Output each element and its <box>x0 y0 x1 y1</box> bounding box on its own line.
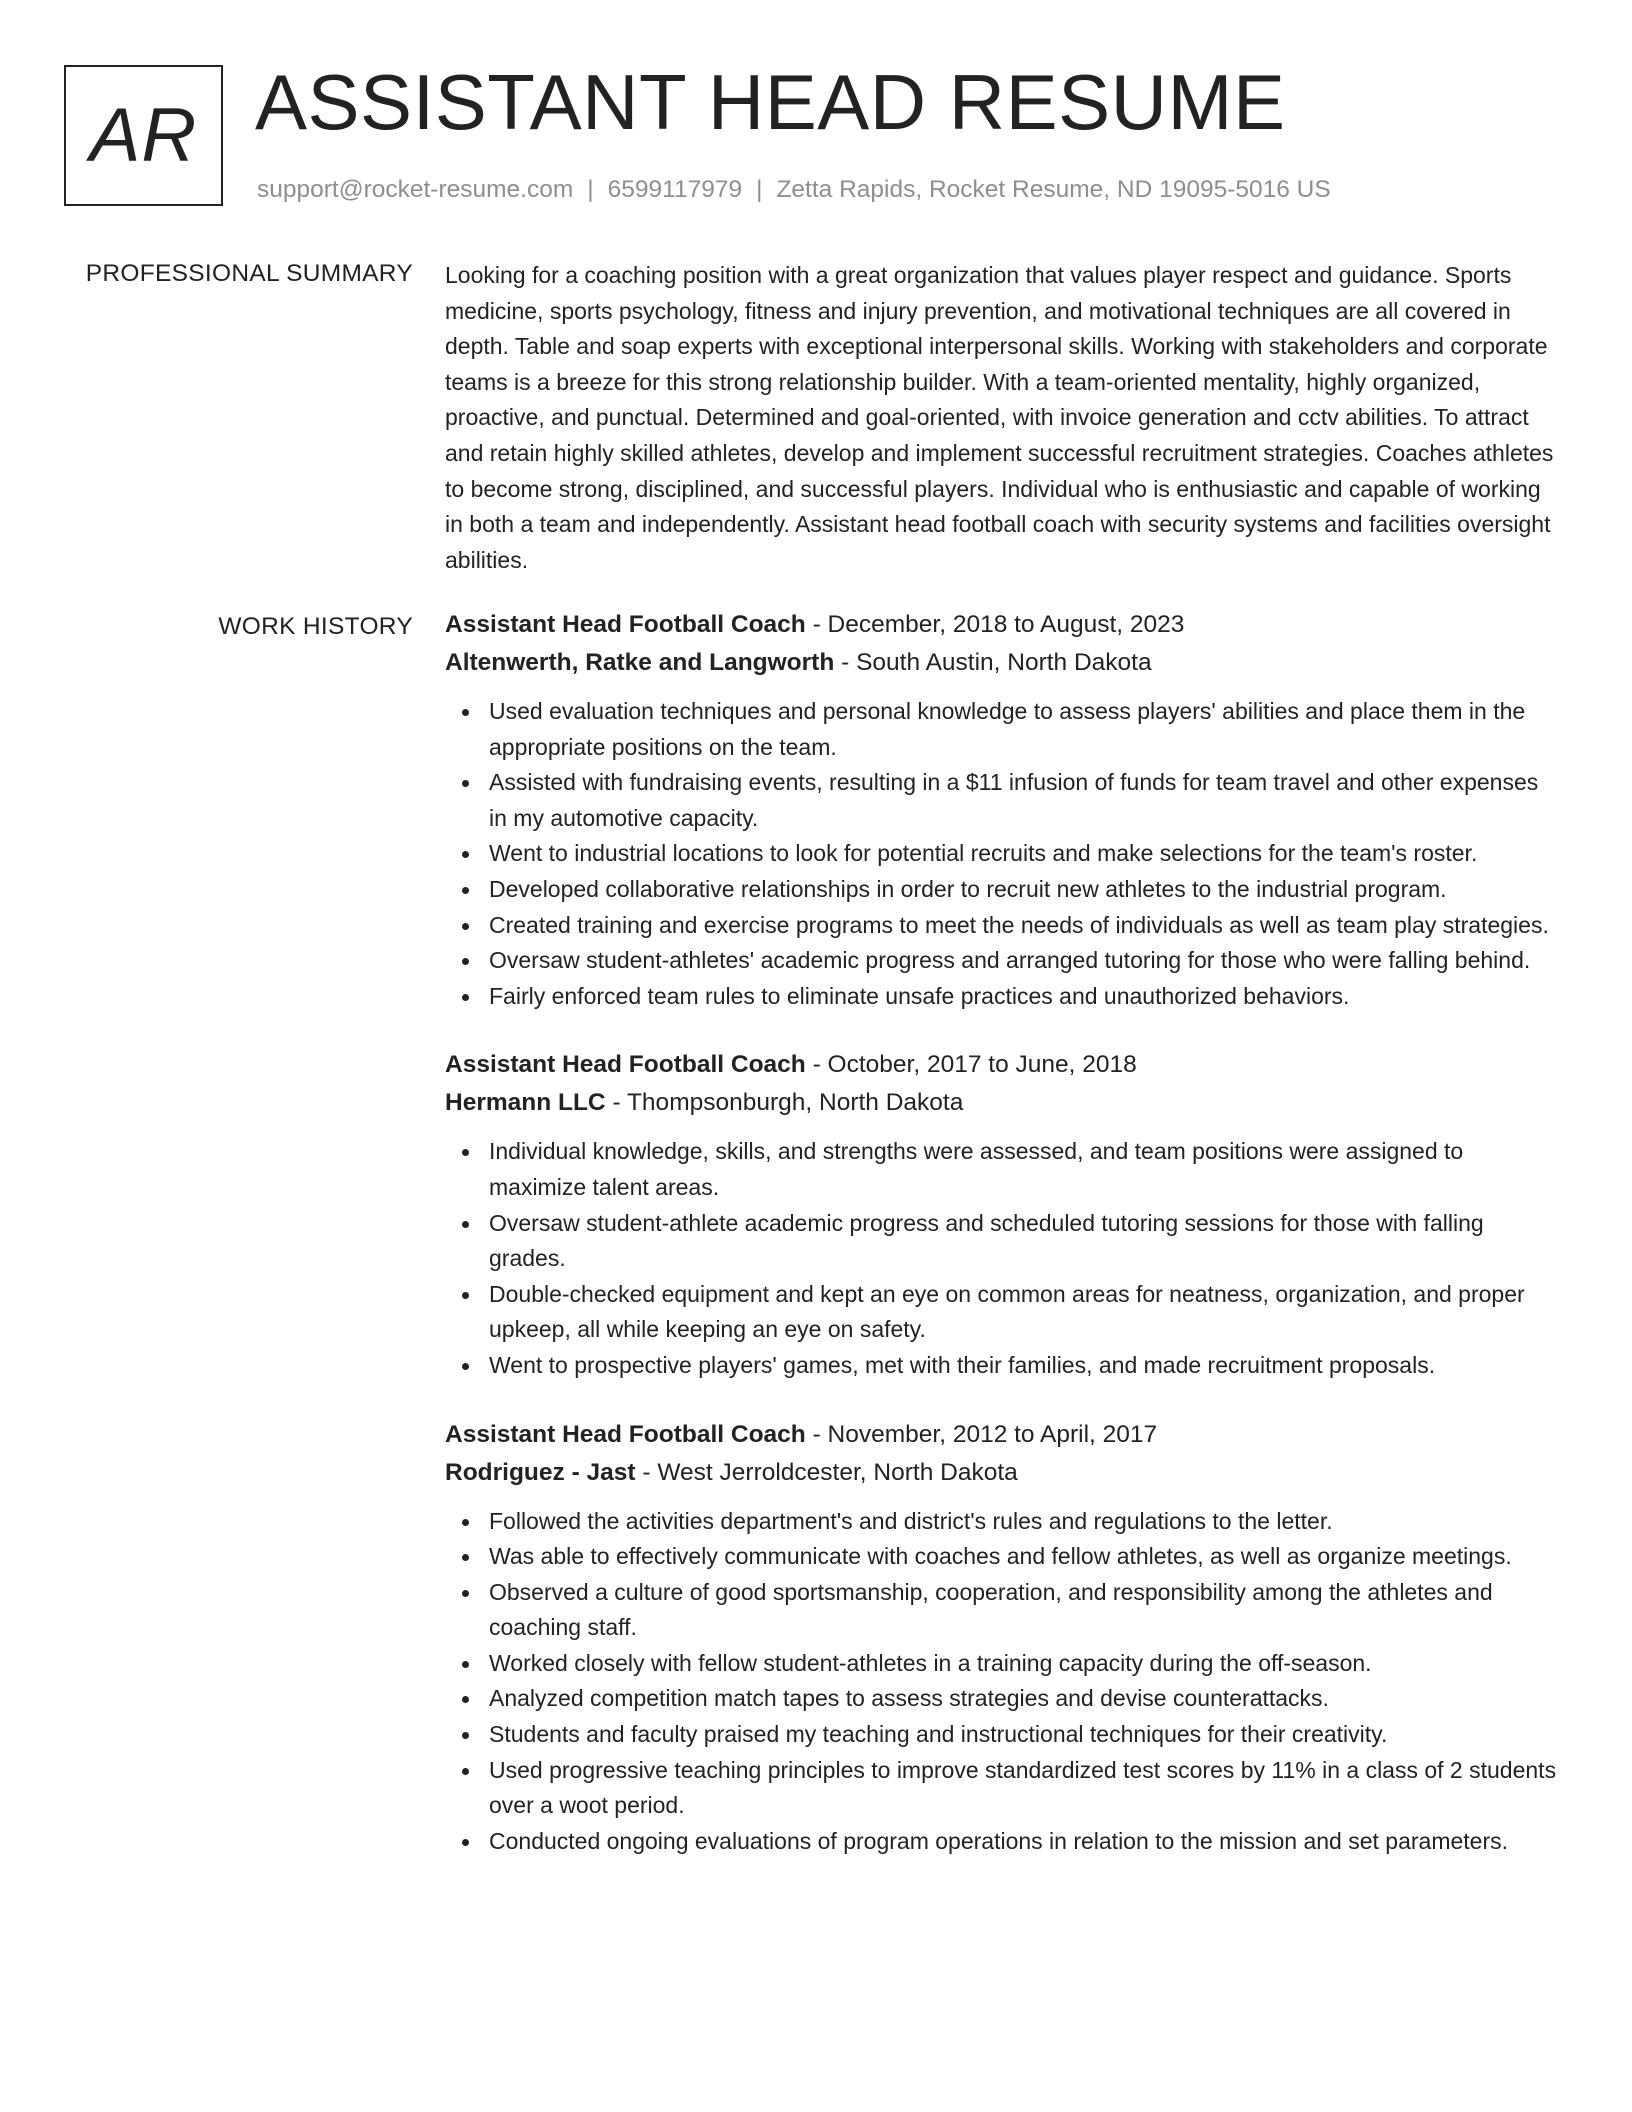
job-company-line <box>445 644 1560 682</box>
job-title-line <box>445 606 1560 644</box>
contact-line <box>257 175 1331 205</box>
job-bullet: Used progressive teaching principles to improve standardized test scores by 11% in a class of 2 students over a woot period. <box>489 1753 1560 1824</box>
job-dates: - October, 2017 to June, 2018 <box>805 1051 1137 1079</box>
contact-separator: | <box>756 176 763 203</box>
job-bullet-list <box>445 1134 1560 1383</box>
job-location: - West Jerroldcester, North Dakota <box>635 1458 1018 1486</box>
section-label-work-history: WORK HISTORY <box>218 613 413 640</box>
job-bullet: Used evaluation techniques and personal knowledge to assess players' abilities and place them in the appropriate positions on the team. <box>489 694 1560 765</box>
contact-address: Zetta Rapids, Rocket Resume, ND 19095-5016 US <box>776 176 1331 203</box>
job-entry <box>445 1416 1560 1860</box>
job-bullet: Double-checked equipment and kept an eye on common areas for neatness, organization, and proper upkeep, all while keeping an eye on safety. <box>489 1277 1560 1348</box>
work-history-section <box>445 606 1560 1891</box>
summary-text: Looking for a coaching position with a great organization that values player respect and guidance. Sports medicine, sports psychology, fitness and injury prevention, and motivational techniques are all covered in depth. Table and soap experts with exceptional interpersonal skills. Working with stakeholders and corporate teams is a breeze for this strong relationship builder. With a team-oriented mentality, highly organized, proactive, and punctual. Determined and goal-oriented, with invoice generation and cctv abilities. To attract and retain highly skilled athletes, develop and implement successful recruitment strategies. Coaches athletes to become strong, disciplined, and successful players. Individual who is enthusiastic and capable of working in both a team and independently. Assistant head football coach with security systems and facilities oversight abilities. <box>445 262 1554 573</box>
section-label-professional-summary: PROFESSIONAL SUMMARY <box>85 260 413 287</box>
job-bullet: Worked closely with fellow student-athletes in a training capacity during the off-season. <box>489 1646 1560 1682</box>
monogram-badge <box>64 65 223 206</box>
job-company-line <box>445 1454 1560 1492</box>
resume-title: ASSISTANT HEAD RESUME <box>255 58 1286 146</box>
job-bullet-list <box>445 694 1560 1014</box>
contact-email[interactable]: support@rocket-resume.com <box>257 176 574 203</box>
job-bullet: Followed the activities department's and district's rules and regulations to the letter. <box>489 1504 1560 1540</box>
job-dates: - December, 2018 to August, 2023 <box>805 611 1185 638</box>
job-company: Rodriguez - Jast <box>445 1458 636 1486</box>
job-title: Assistant Head Football Coach <box>445 1051 806 1079</box>
job-bullet: Was able to effectively communicate with coaches and fellow athletes, as well as organize meetings. <box>489 1539 1560 1575</box>
job-bullet: Created training and exercise programs to meet the needs of individuals as well as team play strategies. <box>489 908 1560 944</box>
job-company: Hermann LLC <box>445 1089 606 1117</box>
professional-summary-section <box>445 258 1560 578</box>
job-bullet: Conducted ongoing evaluations of program operations in relation to the mission and set parameters. <box>489 1824 1560 1860</box>
job-title-line <box>445 1416 1560 1454</box>
contact-separator: | <box>587 176 594 203</box>
job-bullet: Went to prospective players' games, met with their families, and made recruitment proposals. <box>489 1348 1560 1384</box>
job-bullet: Students and faculty praised my teaching and instructional techniques for their creativity. <box>489 1717 1560 1753</box>
job-title: Assistant Head Football Coach <box>445 1420 806 1448</box>
job-bullet: Individual knowledge, skills, and strengths were assessed, and team positions were assigned to maximize talent areas. <box>489 1134 1560 1205</box>
job-bullet: Analyzed competition match tapes to assess strategies and devise counterattacks. <box>489 1681 1560 1717</box>
contact-phone[interactable]: 6599117979 <box>607 176 743 203</box>
job-location: - Thompsonburgh, North Dakota <box>605 1089 964 1117</box>
job-location: - South Austin, North Dakota <box>834 649 1152 676</box>
job-bullet: Assisted with fundraising events, resulting in a $11 infusion of funds for team travel and other expenses in my automotive capacity. <box>489 765 1560 836</box>
job-bullet: Observed a culture of good sportsmanship, cooperation, and responsibility among the athletes and coaching staff. <box>489 1575 1560 1646</box>
job-bullet: Fairly enforced team rules to eliminate unsafe practices and unauthorized behaviors. <box>489 979 1560 1015</box>
job-company-line <box>445 1084 1560 1122</box>
job-dates: - November, 2012 to April, 2017 <box>805 1420 1158 1448</box>
job-bullet: Oversaw student-athlete academic progress and scheduled tutoring sessions for those with falling grades. <box>489 1206 1560 1277</box>
monogram-initials: AR <box>89 92 198 178</box>
job-bullet: Developed collaborative relationships in order to recruit new athletes to the industrial program. <box>489 872 1560 908</box>
job-entry <box>445 1046 1560 1383</box>
job-title: Assistant Head Football Coach <box>445 611 806 638</box>
job-title-line <box>445 1046 1560 1084</box>
job-entry <box>445 606 1560 1014</box>
job-bullet-list <box>445 1504 1560 1860</box>
job-company: Altenwerth, Ratke and Langworth <box>445 649 835 676</box>
job-bullet: Went to industrial locations to look for potential recruits and make selections for the team's roster. <box>489 836 1560 872</box>
job-bullet: Oversaw student-athletes' academic progress and arranged tutoring for those who were falling behind. <box>489 943 1560 979</box>
